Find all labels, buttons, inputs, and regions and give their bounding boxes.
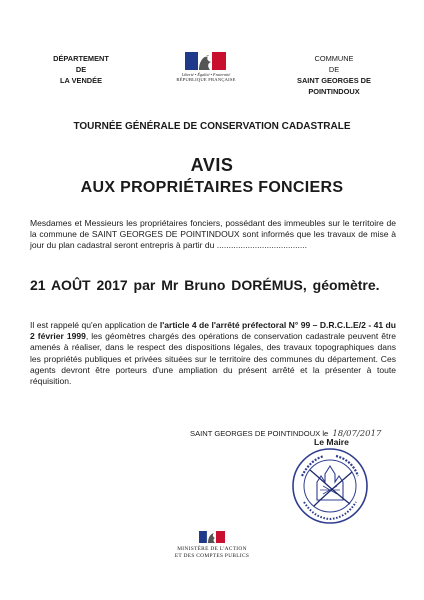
municipal-seal-icon bbox=[290, 446, 370, 526]
ministry-line2: ET DES COMPTES PUBLICS bbox=[174, 553, 250, 559]
ministry-line1: MINISTÈRE DE L'ACTION bbox=[177, 546, 247, 552]
notice-subtitle: AUX PROPRIÉTAIRES FONCIERS bbox=[80, 179, 344, 196]
department-header bbox=[38, 53, 124, 86]
department-name: LA VENDÉE bbox=[59, 76, 103, 85]
legal-paragraph-start: Il est rappelé qu'en application de bbox=[30, 320, 160, 330]
department-de: DE bbox=[75, 65, 87, 74]
commune-header bbox=[282, 53, 386, 97]
department-label: DÉPARTEMENT bbox=[53, 54, 109, 63]
logo-motto: Liberté • Égalité • Fraternité bbox=[181, 72, 231, 77]
signature-place: SAINT GEORGES DE POINTINDOUX le bbox=[190, 429, 329, 438]
commune-de: DE bbox=[328, 65, 340, 74]
start-date-line: 21 AOÛT 2017 par Mr Bruno DORÉMUS, géomètre. bbox=[30, 277, 380, 293]
republique-francaise-logo bbox=[168, 50, 244, 92]
commune-label: COMMUNE bbox=[314, 54, 354, 63]
legal-reference: l'article 4 de l'arrêté préfectoral N° 99 – D.R.C.L.E/2 - 41 du 2 février 1999 bbox=[30, 320, 396, 342]
ministry-logo bbox=[150, 530, 274, 560]
notice-heading: TOURNÉE GÉNÉRALE DE CONSERVATION CADASTRALE bbox=[73, 121, 351, 132]
marianne-logo-icon bbox=[199, 530, 225, 544]
commune-name-line1: SAINT GEORGES DE bbox=[297, 76, 371, 85]
legal-paragraph-end: , les géomètres chargés des opérations de conservation cadastrale peuvent être amenés à réaliser, dans le respect des dispositions légales, des travaux topographiques dans les propriétés publiques et privées situées sur le territoire des communes du département. Ces agents devront être porteurs d'une ampliation du présent arrêté et la présenter à toute réquisition. bbox=[30, 331, 396, 387]
place-and-date bbox=[190, 429, 381, 439]
marianne-logo-icon bbox=[185, 50, 227, 72]
handwritten-date: 18/07/2017 bbox=[332, 429, 382, 439]
intro-paragraph: Mesdames et Messieurs les propriétaires fonciers, possédant des immeubles sur le territoire de la commune de SAINT GEORGES DE POINTINDOUX sont informés que les travaux de mise à jour du plan cadastral seront entrepris à partir du ...................................... bbox=[30, 218, 396, 251]
legal-paragraph bbox=[30, 320, 396, 387]
logo-republic: RÉPUBLIQUE FRANÇAISE bbox=[176, 77, 236, 82]
commune-name-line2: POINTINDOUX bbox=[308, 87, 360, 96]
signer-title: Le Maire bbox=[314, 437, 349, 447]
notice-title: AVIS bbox=[190, 155, 234, 175]
